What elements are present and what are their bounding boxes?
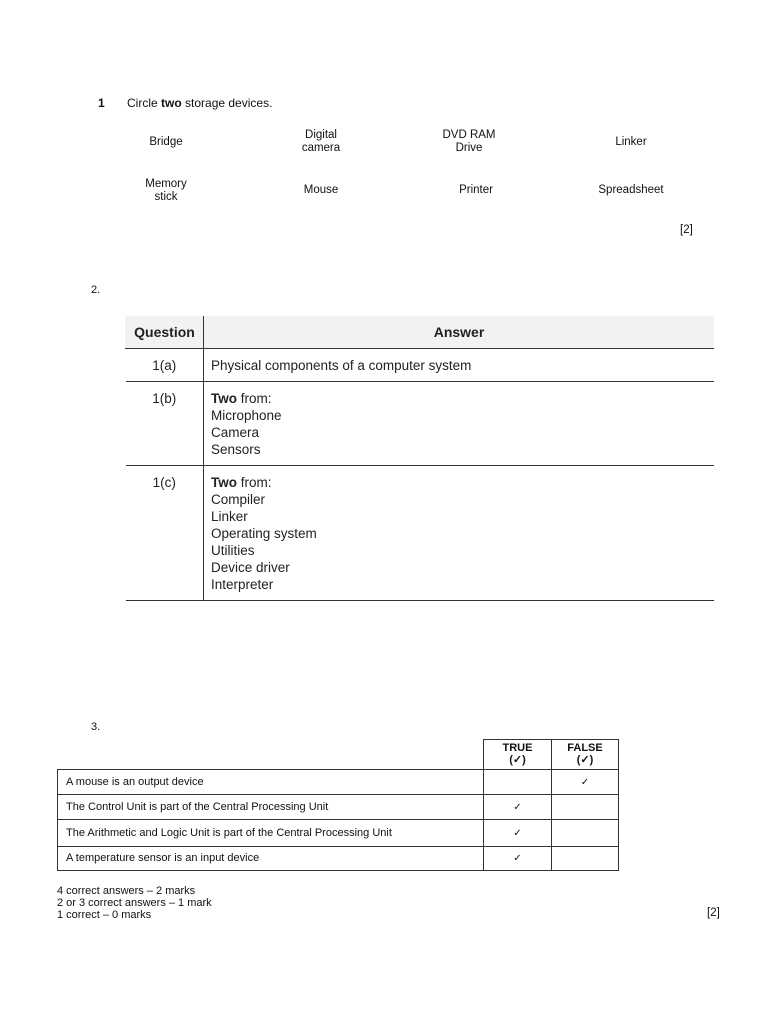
true-cell[interactable] bbox=[484, 770, 552, 795]
header-true bbox=[484, 740, 552, 770]
header-answer: Answer bbox=[204, 316, 715, 349]
mark-scheme-line: 2 or 3 correct answers – 1 mark bbox=[57, 897, 212, 909]
header-true-tick: (✓) bbox=[509, 754, 526, 766]
header-question: Question bbox=[126, 316, 204, 349]
option-bridge[interactable]: Bridge bbox=[149, 136, 183, 148]
true-false-table bbox=[57, 739, 619, 871]
header-false-tick: (✓) bbox=[576, 754, 594, 766]
option-printer[interactable]: Printer bbox=[459, 184, 493, 196]
answer-cell bbox=[204, 466, 715, 601]
table-row bbox=[126, 382, 715, 466]
false-cell[interactable] bbox=[552, 847, 619, 871]
option-memory-stick[interactable]: Memory stick bbox=[145, 178, 187, 203]
prompt-text-start: Circle bbox=[127, 96, 162, 110]
answer-cell bbox=[204, 382, 715, 466]
question-cell: 1(a) bbox=[126, 349, 204, 382]
true-cell[interactable]: ✓ bbox=[484, 820, 552, 847]
table-row bbox=[58, 795, 619, 820]
mark-scheme bbox=[57, 885, 212, 921]
question-cell: 1(c) bbox=[126, 466, 204, 601]
statement-cell: A mouse is an output device bbox=[58, 770, 484, 795]
answer-item: Operating system bbox=[211, 526, 317, 541]
mark-scheme-line: 1 correct – 0 marks bbox=[57, 909, 152, 921]
false-cell[interactable]: ✓ bbox=[552, 770, 619, 795]
question-1-prompt bbox=[127, 96, 272, 110]
option-mouse[interactable]: Mouse bbox=[303, 184, 339, 196]
true-cell[interactable]: ✓ bbox=[484, 847, 552, 871]
table-row bbox=[58, 770, 619, 795]
statement-cell: A temperature sensor is an input device bbox=[58, 847, 484, 871]
question-1-number: 1 bbox=[98, 96, 105, 110]
option-linker[interactable]: Linker bbox=[615, 136, 647, 148]
answer-item: Utilities bbox=[211, 543, 255, 558]
answer-table bbox=[125, 316, 714, 601]
answer-cell bbox=[204, 349, 715, 382]
answer-item: Interpreter bbox=[211, 577, 274, 592]
table-row bbox=[58, 820, 619, 847]
true-cell[interactable]: ✓ bbox=[484, 795, 552, 820]
option-dvd-ram-drive[interactable]: DVD RAM Drive bbox=[442, 129, 496, 154]
answer-item: Device driver bbox=[211, 560, 290, 575]
question-3-marks: [2] bbox=[707, 907, 720, 919]
table-row bbox=[126, 466, 715, 601]
header-true-label: TRUE bbox=[502, 742, 533, 754]
question-1-marks: [2] bbox=[680, 224, 693, 236]
header-false-label: FALSE bbox=[567, 742, 603, 754]
false-cell[interactable] bbox=[552, 820, 619, 847]
false-cell[interactable] bbox=[552, 795, 619, 820]
answer-item: Microphone bbox=[211, 408, 282, 423]
question-2-label: 2. bbox=[91, 284, 101, 296]
header-false bbox=[552, 740, 619, 770]
answer-lead: Physical components of a computer system bbox=[211, 358, 472, 373]
table-row bbox=[58, 847, 619, 871]
question-3-label: 3. bbox=[91, 721, 101, 733]
answer-lead: from: bbox=[237, 391, 272, 406]
table-corner bbox=[58, 740, 484, 770]
question-cell: 1(b) bbox=[126, 382, 204, 466]
prompt-text-end: storage devices. bbox=[181, 96, 273, 110]
table-row bbox=[126, 349, 715, 382]
answer-item: Sensors bbox=[211, 442, 261, 457]
option-spreadsheet[interactable]: Spreadsheet bbox=[598, 184, 664, 196]
option-digital-camera[interactable]: Digital camera bbox=[301, 129, 341, 154]
statement-cell: The Arithmetic and Logic Unit is part of the Central Processing Unit bbox=[58, 820, 484, 847]
answer-item: Compiler bbox=[211, 492, 266, 507]
prompt-emphasis: two bbox=[161, 96, 182, 110]
answer-table-header bbox=[126, 316, 715, 349]
answer-item: Linker bbox=[211, 509, 248, 524]
answer-item: Camera bbox=[211, 425, 260, 440]
statement-cell: The Control Unit is part of the Central Processing Unit bbox=[58, 795, 484, 820]
true-false-header bbox=[58, 740, 619, 770]
answer-lead-bold: Two bbox=[211, 475, 237, 490]
answer-lead-bold: Two bbox=[211, 391, 237, 406]
mark-scheme-line: 4 correct answers – 2 marks bbox=[57, 885, 196, 897]
answer-lead: from: bbox=[237, 475, 272, 490]
